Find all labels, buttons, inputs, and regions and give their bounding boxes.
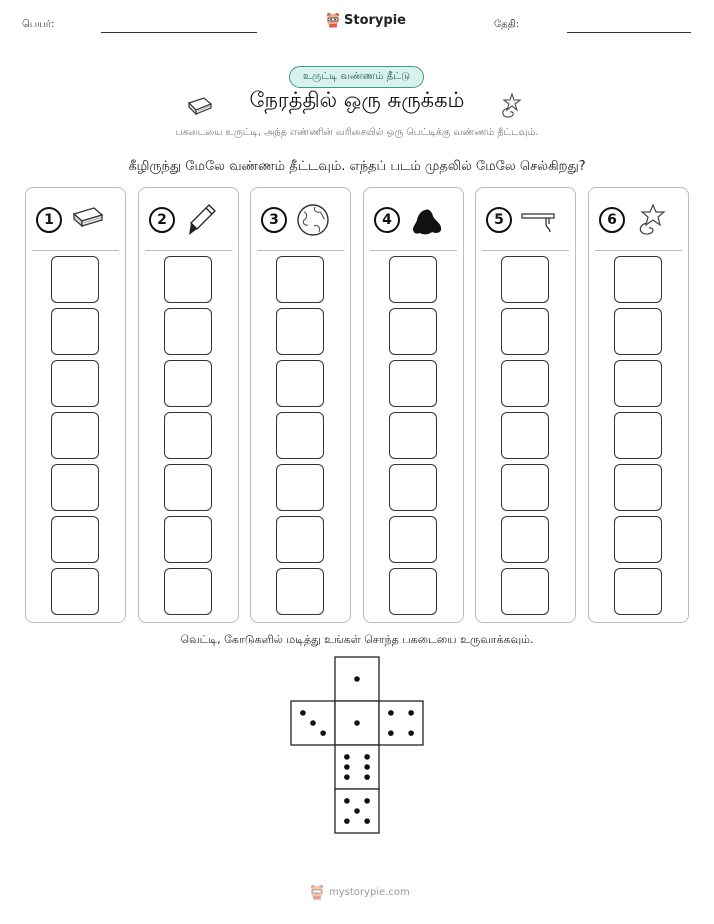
column-number: 6: [599, 207, 625, 233]
die-pip: [310, 720, 316, 726]
die-pip: [364, 764, 370, 770]
die-pip: [354, 808, 360, 814]
footer-url[interactable]: mystorypie.com: [329, 886, 410, 898]
die-pip: [364, 818, 370, 824]
column-number: 3: [261, 207, 287, 233]
footer: [310, 884, 410, 900]
die-pip: [344, 774, 350, 780]
die-pip: [408, 730, 414, 736]
page-title: நேரத்தில் ஒரு சுருக்கம்: [249, 88, 465, 112]
cut-instruction: வெட்டி, கோடுகளில் மடித்து உங்கள் சொந்த பகடையை உருவாக்கவும்.: [180, 633, 534, 646]
die-pip: [344, 818, 350, 824]
column-number: 5: [486, 207, 512, 233]
question: கீழிருந்து மேலே வண்ணம் தீட்டவும். எந்தப் படம் முதலில் மேலே செல்கிறது?: [128, 159, 586, 174]
die-pip: [388, 730, 394, 736]
brand-name: Storypie: [344, 12, 406, 28]
column-number: 2: [149, 207, 175, 233]
die-pip: [344, 764, 350, 770]
die-pip: [388, 710, 394, 716]
die-pip: [344, 798, 350, 804]
die-pip: [364, 774, 370, 780]
column-number: 1: [36, 207, 62, 233]
column-number: 4: [374, 207, 400, 233]
instructions: பகடையை உருட்டி, அந்த எண்ணின் வரிசையில் ஒரு பெட்டிக்கு வண்ணம் தீட்டவும்.: [175, 127, 539, 138]
die-face: [335, 745, 379, 789]
activity-tag: உருட்டி வண்ணம் தீட்டு: [289, 66, 424, 88]
name-label: பெயர்:: [22, 19, 55, 30]
die-pip: [364, 798, 370, 804]
die-pip: [408, 710, 414, 716]
storypie-mascot-icon: [310, 884, 324, 900]
date-label: தேதி:: [494, 19, 520, 30]
die-pip: [320, 730, 326, 736]
die-pip: [364, 754, 370, 760]
die-pip: [354, 720, 360, 726]
die-face: [379, 701, 423, 745]
die-pip: [354, 676, 360, 682]
die-pip: [300, 710, 306, 716]
die-pip: [344, 754, 350, 760]
